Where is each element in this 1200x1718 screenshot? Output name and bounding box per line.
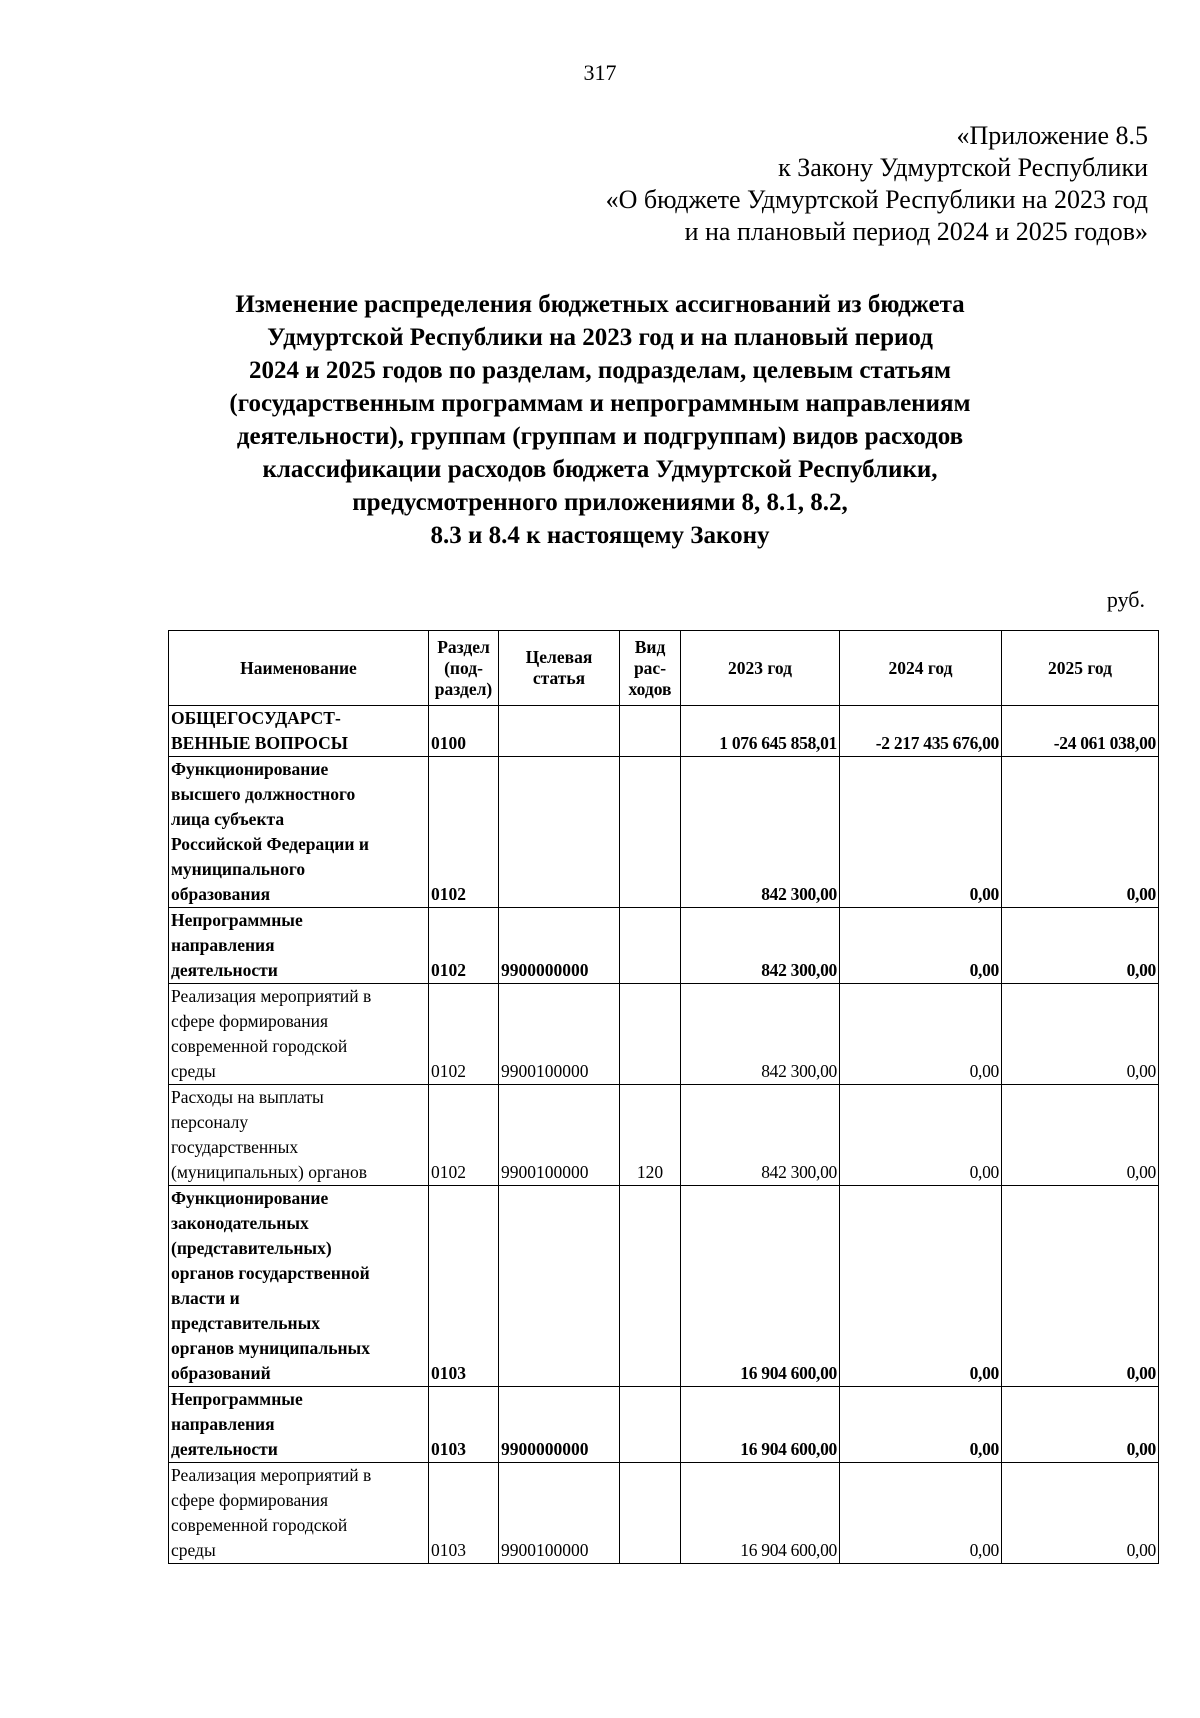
- table-body: [169, 706, 1159, 1564]
- cell-2023: 16 904 600,00: [681, 1186, 840, 1387]
- table-row: [169, 908, 1159, 984]
- cell-2025: 0,00: [1002, 757, 1159, 908]
- title-line: предусмотренного приложениями 8, 8.1, 8.2,: [352, 489, 848, 516]
- cell-vid: 120: [620, 1085, 681, 1186]
- cell-2024: 0,00: [840, 1186, 1002, 1387]
- cell-2023: 16 904 600,00: [681, 1387, 840, 1463]
- cell-2023: 842 300,00: [681, 908, 840, 984]
- cell-target: 9900000000: [499, 1387, 620, 1463]
- cell-name-line: Расходы на выплаты: [171, 1087, 324, 1107]
- cell-2024: 0,00: [840, 1463, 1002, 1564]
- table-row: [169, 1387, 1159, 1463]
- cell-name-line: персоналу: [171, 1112, 249, 1132]
- appendix-line: «О бюджете Удмуртской Республики на 2023 год: [605, 185, 1148, 214]
- cell-name: [169, 757, 429, 908]
- cell-name: [169, 1387, 429, 1463]
- cell-name-line: органов муниципальных: [171, 1338, 370, 1358]
- cell-name-line: (представительных): [171, 1238, 332, 1258]
- cell-name-line: деятельности: [171, 1439, 278, 1459]
- cell-name-line: Российской Федерации и: [171, 834, 369, 854]
- cell-name-line: образования: [171, 884, 271, 904]
- appendix-line: к Закону Удмуртской Республики: [778, 153, 1148, 182]
- table-row: [169, 984, 1159, 1085]
- table-header-row: [169, 631, 1159, 706]
- cell-2024: 0,00: [840, 984, 1002, 1085]
- document-title: [140, 288, 1060, 552]
- cell-name-line: (муниципальных) органов: [171, 1162, 368, 1182]
- cell-2025: 0,00: [1002, 1085, 1159, 1186]
- cell-name-line: сфере формирования: [171, 1490, 329, 1510]
- cell-target: [499, 1186, 620, 1387]
- cell-name: [169, 984, 429, 1085]
- header-2024: 2024 год: [840, 631, 1002, 706]
- cell-section: 0102: [429, 1085, 499, 1186]
- cell-section: 0102: [429, 908, 499, 984]
- header-target: [499, 631, 620, 706]
- cell-name-line: направления: [171, 1414, 275, 1434]
- cell-2025: 0,00: [1002, 1387, 1159, 1463]
- budget-table: [168, 630, 1159, 1564]
- cell-2023: 1 076 645 858,01: [681, 706, 840, 757]
- cell-name-line: деятельности: [171, 960, 278, 980]
- cell-name-line: среды: [171, 1540, 216, 1560]
- cell-2024: 0,00: [840, 1085, 1002, 1186]
- cell-name-line: высшего должностного: [171, 784, 356, 804]
- cell-section: 0102: [429, 984, 499, 1085]
- header-vid: [620, 631, 681, 706]
- cell-section: 0100: [429, 706, 499, 757]
- cell-target: 9900100000: [499, 1085, 620, 1186]
- table-row: [169, 1186, 1159, 1387]
- cell-name-line: ОБЩЕГОСУДАРСТ-: [171, 708, 341, 728]
- cell-2025: 0,00: [1002, 1186, 1159, 1387]
- cell-name-line: среды: [171, 1061, 216, 1081]
- cell-vid: [620, 1463, 681, 1564]
- cell-2024: 0,00: [840, 908, 1002, 984]
- cell-name-line: законодательных: [171, 1213, 309, 1233]
- cell-name-line: ВЕННЫЕ ВОПРОСЫ: [171, 733, 348, 753]
- cell-target: [499, 757, 620, 908]
- title-line: Изменение распределения бюджетных ассигнований из бюджета: [235, 291, 965, 318]
- table-row: [169, 1463, 1159, 1564]
- cell-name-line: направления: [171, 935, 275, 955]
- table-row: [169, 1085, 1159, 1186]
- header-target-line: статья: [532, 668, 586, 688]
- page-number: 317: [583, 60, 617, 85]
- cell-name-line: Реализация мероприятий в: [171, 1465, 372, 1485]
- title-line: (государственным программам и непрограммным направлениям: [229, 390, 971, 417]
- appendix-line: «Приложение 8.5: [956, 121, 1148, 150]
- cell-2024: 0,00: [840, 757, 1002, 908]
- header-name: Наименование: [169, 631, 429, 706]
- title-line: 8.3 и 8.4 к настоящему Закону: [430, 522, 770, 549]
- title-line: 2024 и 2025 годов по разделам, подразделам, целевым статьям: [248, 357, 952, 384]
- cell-target: 9900100000: [499, 984, 620, 1085]
- currency-unit: руб.: [1106, 587, 1145, 612]
- cell-section: 0103: [429, 1463, 499, 1564]
- title-line: деятельности), группам (группам и подгруппам) видов расходов: [236, 423, 964, 450]
- cell-section: 0103: [429, 1387, 499, 1463]
- header-section: [429, 631, 499, 706]
- cell-2025: -24 061 038,00: [1002, 706, 1159, 757]
- cell-name-line: Функционирование: [171, 1188, 329, 1208]
- cell-name-line: лица субъекта: [171, 809, 285, 829]
- cell-2023: 16 904 600,00: [681, 1463, 840, 1564]
- cell-2025: 0,00: [1002, 1463, 1159, 1564]
- cell-vid: [620, 984, 681, 1085]
- cell-name: [169, 1186, 429, 1387]
- cell-name-line: власти и: [171, 1288, 240, 1308]
- cell-name: [169, 706, 429, 757]
- cell-name-line: Непрограммные: [171, 910, 303, 930]
- cell-name-line: Непрограммные: [171, 1389, 303, 1409]
- cell-vid: [620, 757, 681, 908]
- header-section-line: (под-: [444, 657, 483, 678]
- header-vid-line: ходов: [628, 678, 672, 699]
- cell-2023: 842 300,00: [681, 1085, 840, 1186]
- cell-2024: 0,00: [840, 1387, 1002, 1463]
- cell-section: 0103: [429, 1186, 499, 1387]
- title-line: Удмуртской Республики на 2023 год и на плановый период: [267, 324, 933, 351]
- appendix-reference: [606, 120, 1148, 248]
- cell-2024: -2 217 435 676,00: [840, 706, 1002, 757]
- cell-name-line: современной городской: [171, 1515, 348, 1535]
- appendix-line: и на плановый период 2024 и 2025 годов»: [684, 217, 1148, 246]
- header-section-line: раздел): [434, 678, 493, 699]
- header-target-line: Целевая: [525, 647, 593, 667]
- header-section-line: Раздел: [437, 636, 490, 657]
- table-row: [169, 706, 1159, 757]
- cell-name-line: современной городской: [171, 1036, 348, 1056]
- cell-vid: [620, 1387, 681, 1463]
- cell-target: [499, 706, 620, 757]
- cell-2025: 0,00: [1002, 984, 1159, 1085]
- cell-name-line: государственных: [171, 1137, 299, 1157]
- cell-name: [169, 908, 429, 984]
- header-vid-line: Вид: [634, 636, 666, 657]
- header-2025: 2025 год: [1002, 631, 1159, 706]
- title-line: классификации расходов бюджета Удмуртской Республики,: [262, 456, 938, 483]
- cell-name-line: Реализация мероприятий в: [171, 986, 372, 1006]
- table-row: [169, 757, 1159, 908]
- cell-name-line: органов государственной: [171, 1263, 370, 1283]
- cell-vid: [620, 1186, 681, 1387]
- cell-vid: [620, 908, 681, 984]
- cell-name-line: муниципального: [171, 859, 306, 879]
- cell-name-line: представительных: [171, 1313, 320, 1333]
- cell-name: [169, 1463, 429, 1564]
- cell-target: 9900000000: [499, 908, 620, 984]
- header-vid-line: рас-: [633, 657, 667, 678]
- cell-vid: [620, 706, 681, 757]
- cell-2025: 0,00: [1002, 908, 1159, 984]
- cell-target: 9900100000: [499, 1463, 620, 1564]
- header-2023: 2023 год: [681, 631, 840, 706]
- cell-name-line: сфере формирования: [171, 1011, 329, 1031]
- cell-2023: 842 300,00: [681, 757, 840, 908]
- cell-name-line: Функционирование: [171, 759, 329, 779]
- cell-section: 0102: [429, 757, 499, 908]
- cell-name-line: образований: [171, 1363, 271, 1383]
- cell-name: [169, 1085, 429, 1186]
- cell-2023: 842 300,00: [681, 984, 840, 1085]
